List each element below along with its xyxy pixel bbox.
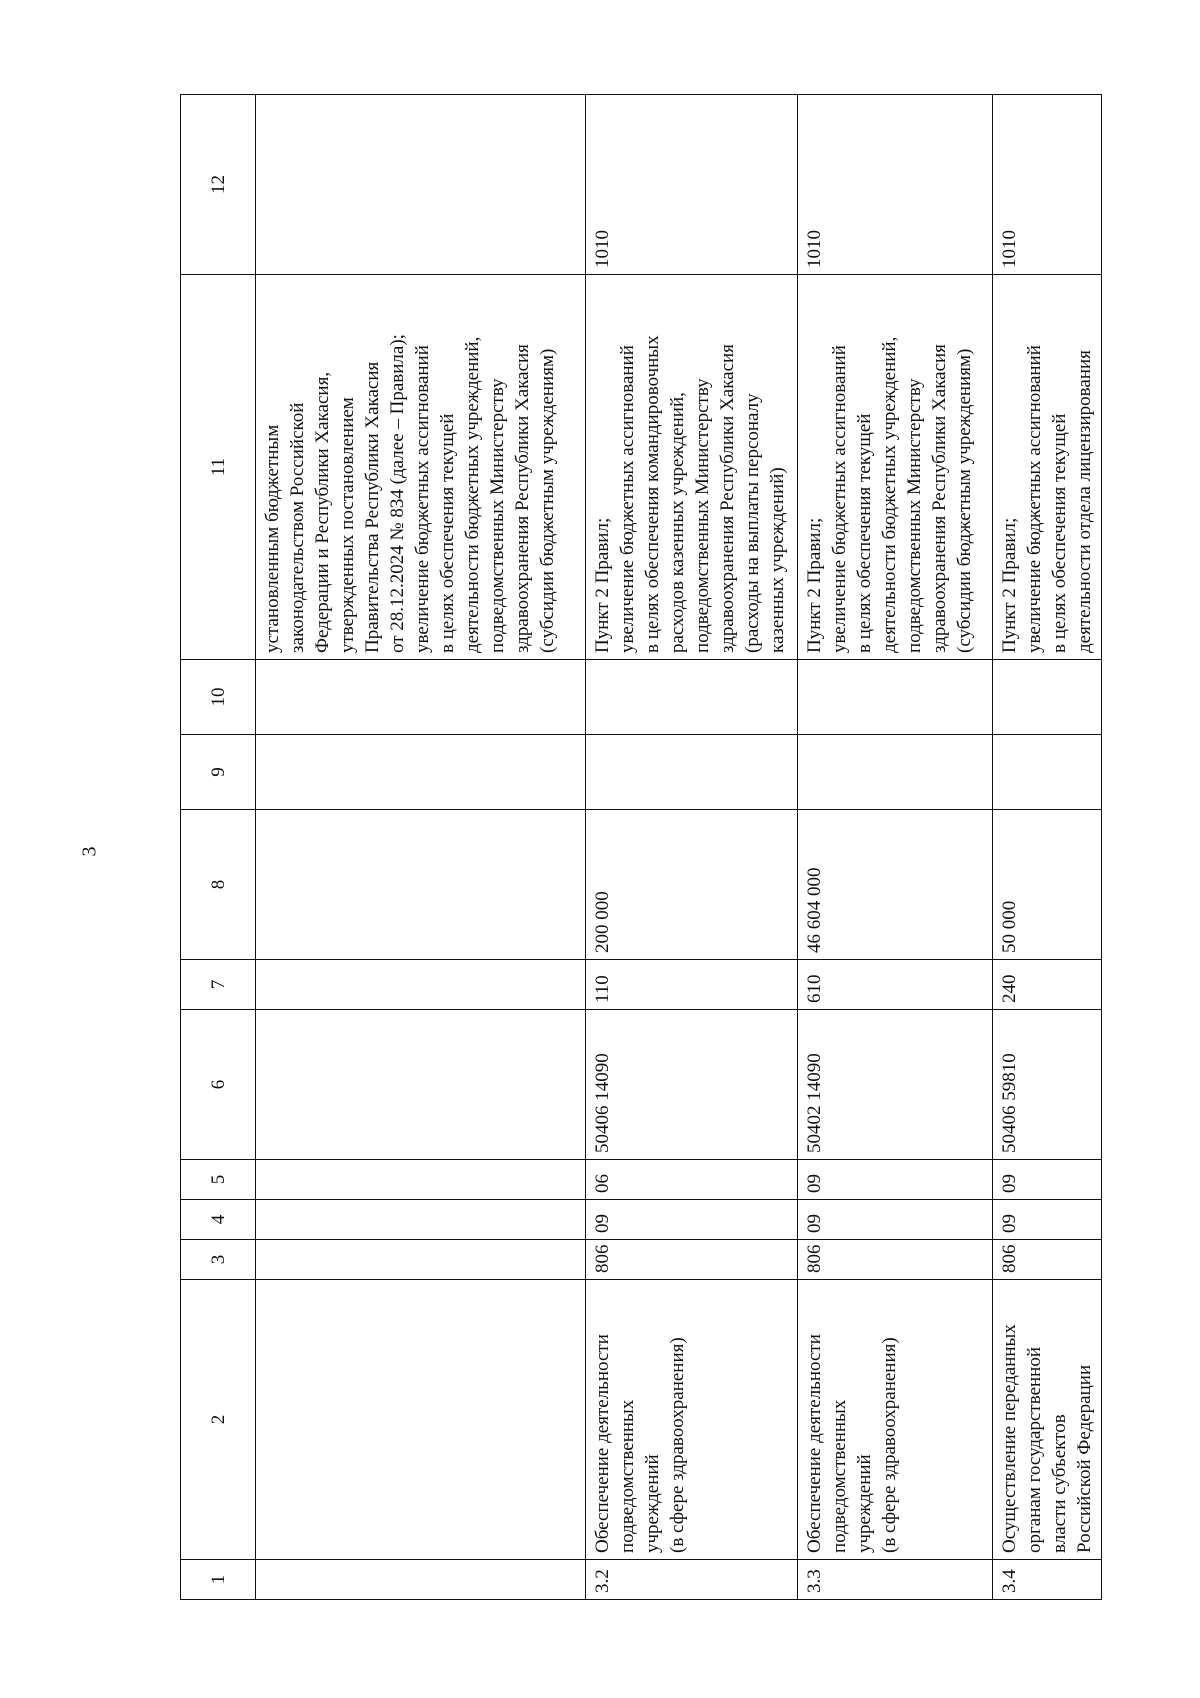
- header-cell-12: 12: [181, 95, 256, 275]
- text-line: в целях обеспечения текущей: [437, 413, 458, 653]
- text-line: подведомственных Министерству: [904, 378, 925, 653]
- cell-col9: [256, 735, 586, 810]
- header-cell-8: 8: [181, 810, 256, 960]
- text-line: органам государственной: [1024, 1346, 1045, 1553]
- cell-col6: 50406 14090: [586, 1010, 798, 1160]
- table-row: [993, 95, 1102, 1600]
- cell-col9: [586, 735, 798, 810]
- text-line: деятельности отдела лицензирования: [1074, 350, 1095, 653]
- row-number: 3.2: [586, 1560, 798, 1600]
- text-line: увеличение бюджетных ассигнований: [617, 345, 638, 653]
- text-line: от 28.12.2024 № 834 (далее – Правила);: [387, 334, 408, 653]
- cell-col7: 610: [798, 960, 993, 1010]
- text-line: деятельности бюджетных учреждений,: [462, 336, 483, 653]
- text-line: здравоохранения Республики Хакасия: [717, 344, 738, 653]
- text-line: в целях обеспечения командировочных: [642, 335, 663, 653]
- cell-col3: 806: [993, 1240, 1102, 1280]
- row-justification: [993, 275, 1102, 660]
- cell-col8: 200 000: [586, 810, 798, 960]
- cell-col9: [798, 735, 993, 810]
- text-line: Правительства Республики Хакасия: [362, 361, 383, 653]
- cell-col5: [256, 1160, 586, 1200]
- cell-col12: 1010: [798, 95, 993, 275]
- cell-col5: 06: [586, 1160, 798, 1200]
- header-cell-6: 6: [181, 1010, 256, 1160]
- text-line: Пункт 2 Правил;: [804, 517, 825, 653]
- text-line: Обеспечение деятельности: [592, 1334, 613, 1553]
- cell-col6: 50402 14090: [798, 1010, 993, 1160]
- table-row: [798, 95, 993, 1600]
- text-line: (субсидии бюджетным учреждениям): [537, 348, 558, 653]
- header-cell-3: 3: [181, 1240, 256, 1280]
- row-description: [993, 1280, 1102, 1560]
- budget-table: [180, 94, 1102, 1600]
- header-cell-7: 7: [181, 960, 256, 1010]
- text-line: подведомственных: [617, 1399, 638, 1553]
- row-description: [798, 1280, 993, 1560]
- table-rotation-wrapper: [180, 95, 1100, 1600]
- header-cell-1: 1: [181, 1560, 256, 1600]
- header-row: [181, 95, 256, 1600]
- text-line: Обеспечение деятельности: [804, 1334, 825, 1553]
- text-line: деятельности бюджетных учреждений,: [879, 336, 900, 653]
- cell-col4: 09: [586, 1200, 798, 1240]
- cell-col4: [256, 1200, 586, 1240]
- cell-col8: [256, 810, 586, 960]
- text-line: подведомственных: [829, 1399, 850, 1553]
- cell-col4: 09: [993, 1200, 1102, 1240]
- cell-col7: 110: [586, 960, 798, 1010]
- cell-col5: 09: [993, 1160, 1102, 1200]
- cell-col3: 806: [586, 1240, 798, 1280]
- text-line: (в сфере здравоохранения): [879, 1337, 900, 1553]
- cell-col10: [993, 660, 1102, 735]
- row-number: [256, 1560, 586, 1600]
- cell-col5: 09: [798, 1160, 993, 1200]
- cell-col8: 46 604 000: [798, 810, 993, 960]
- table-row: [586, 95, 798, 1600]
- row-justification: [798, 275, 993, 660]
- text-line: расходов казенных учреждений,: [667, 392, 688, 653]
- text-line: учреждений: [642, 1454, 663, 1553]
- text-line: (в сфере здравоохранения): [667, 1337, 688, 1553]
- cell-col7: [256, 960, 586, 1010]
- text-line: увеличение бюджетных ассигнований: [1024, 345, 1045, 653]
- text-line: (субсидии бюджетным учреждениям): [954, 348, 975, 653]
- text-line: в целях обеспечения текущей: [1049, 413, 1070, 653]
- row-justification: [586, 275, 798, 660]
- row-description: [256, 1280, 586, 1560]
- cell-col4: 09: [798, 1200, 993, 1240]
- cell-col10: [256, 660, 586, 735]
- text-line: казенных учреждений): [767, 467, 788, 653]
- cell-col9: [993, 735, 1102, 810]
- text-line: Федерации и Республики Хакасия,: [312, 371, 333, 653]
- header-cell-4: 4: [181, 1200, 256, 1240]
- text-line: подведомственных Министерству: [487, 378, 508, 653]
- cell-col3: 806: [798, 1240, 993, 1280]
- text-line: учреждений: [854, 1454, 875, 1553]
- text-line: власти субъектов: [1049, 1414, 1070, 1553]
- cell-col8: 50 000: [993, 810, 1102, 960]
- header-cell-10: 10: [181, 660, 256, 735]
- text-line: здравоохранения Республики Хакасия: [929, 344, 950, 653]
- text-line: утвержденных постановлением: [337, 397, 358, 653]
- text-line: Осуществление переданных: [999, 1324, 1020, 1553]
- cell-col6: [256, 1010, 586, 1160]
- text-line: Пункт 2 Правил;: [592, 517, 613, 653]
- header-cell-11: 11: [181, 275, 256, 660]
- text-line: законодательством Российской: [287, 402, 308, 653]
- header-cell-5: 5: [181, 1160, 256, 1200]
- cell-col7: 240: [993, 960, 1102, 1010]
- cell-col6: 50406 59810: [993, 1010, 1102, 1160]
- cell-col10: [798, 660, 993, 735]
- cell-col10: [586, 660, 798, 735]
- cell-col12: 1010: [586, 95, 798, 275]
- row-number: 3.3: [798, 1560, 993, 1600]
- cell-col12: 1010: [993, 95, 1102, 275]
- text-line: в целях обеспечения текущей: [854, 413, 875, 653]
- text-line: установленным бюджетным: [262, 424, 283, 653]
- cell-col12: [256, 95, 586, 275]
- row-justification: [256, 275, 586, 660]
- text-line: увеличение бюджетных ассигнований: [829, 345, 850, 653]
- table-row: [256, 95, 586, 1600]
- cell-col3: [256, 1240, 586, 1280]
- text-line: Пункт 2 Правил;: [999, 517, 1020, 653]
- row-description: [586, 1280, 798, 1560]
- header-cell-2: 2: [181, 1280, 256, 1560]
- text-line: Российской Федерации: [1074, 1364, 1095, 1553]
- text-line: увеличение бюджетных ассигнований: [412, 345, 433, 653]
- text-line: (расходы на выплаты персоналу: [742, 393, 763, 653]
- header-cell-9: 9: [181, 735, 256, 810]
- row-number: 3.4: [993, 1560, 1102, 1600]
- page-number: 3: [78, 846, 101, 857]
- text-line: подведомственных Министерству: [692, 378, 713, 653]
- text-line: здравоохранения Республики Хакасия: [512, 344, 533, 653]
